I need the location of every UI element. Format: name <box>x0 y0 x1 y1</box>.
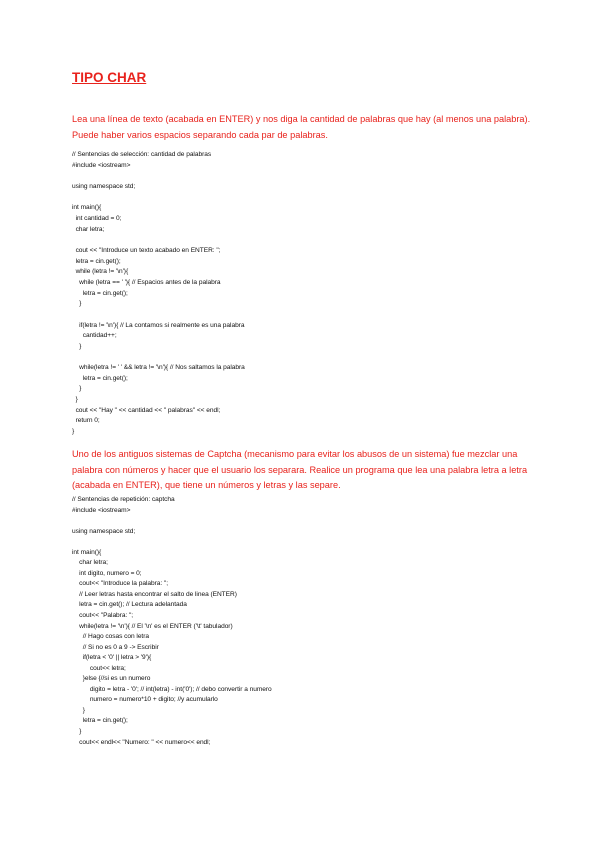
page-title: TIPO CHAR <box>72 70 147 85</box>
exercise-2-statement: Uno de los antiguos sistemas de Captcha (mecanismo para evitar los abusos de un sistema) fue mezclar una palabra con números y hacer que el usuario los separara. Realice un programa que lea una palabra letra a letra (acabada en ENTER), que tiene un números y letras y las separe. <box>72 449 528 490</box>
exercise-1-code: // Sentencias de selección: cantidad de palabras #include <iostream> using namespace std; int main(){ int cantidad = 0; char letra; cout << "Introduce un texto acabado en ENTER: "; letra = cin.get(); while (letra != '\n'){ while (letra == ' '){ // Espacios antes de la palabra letra = cin.get(); } if(letra != '\n'){ // La contamos si realmente es una palabra cantidad++; } while(letra != ' ' && letra != '\n'){ // Nos saltamos la palabra letra = cin.get(); } } cout << "Hay " << cantidad << " palabras" << endl; return 0; } <box>72 151 245 436</box>
exercise-2-code: // Sentencias de repetición: captcha #include <iostream> using namespace std; int main(){ char letra; int digito, numero = 0; cout<< "Introduce la palabra: "; // Leer letras hasta encontrar el salto de linea (ENTER) letra = cin.get(); // Lectura adelantada cout<< "Palabra: "; while(letra != '\n'){ // El '\n' es el ENTER ('\t' tabulador) // Hago cosas con letra // Si no es 0 a 9 -> Escribir if(letra < '0' || letra > '9'){ cout<< letra; }else {//si es un numero digito = letra - '0'; // int(letra) - int('0'); // debo convertir a numero numero = numero*10 + digito; //y acumularlo } letra = cin.get(); } cout<< endl<< "Numero: " << numero<< endl; <box>72 496 272 746</box>
exercise-1-statement: Lea una línea de texto (acabada en ENTER) y nos diga la cantidad de palabras que hay (al menos una palabra). Puede haber varios espacios separando cada par de palabras. <box>72 114 531 140</box>
